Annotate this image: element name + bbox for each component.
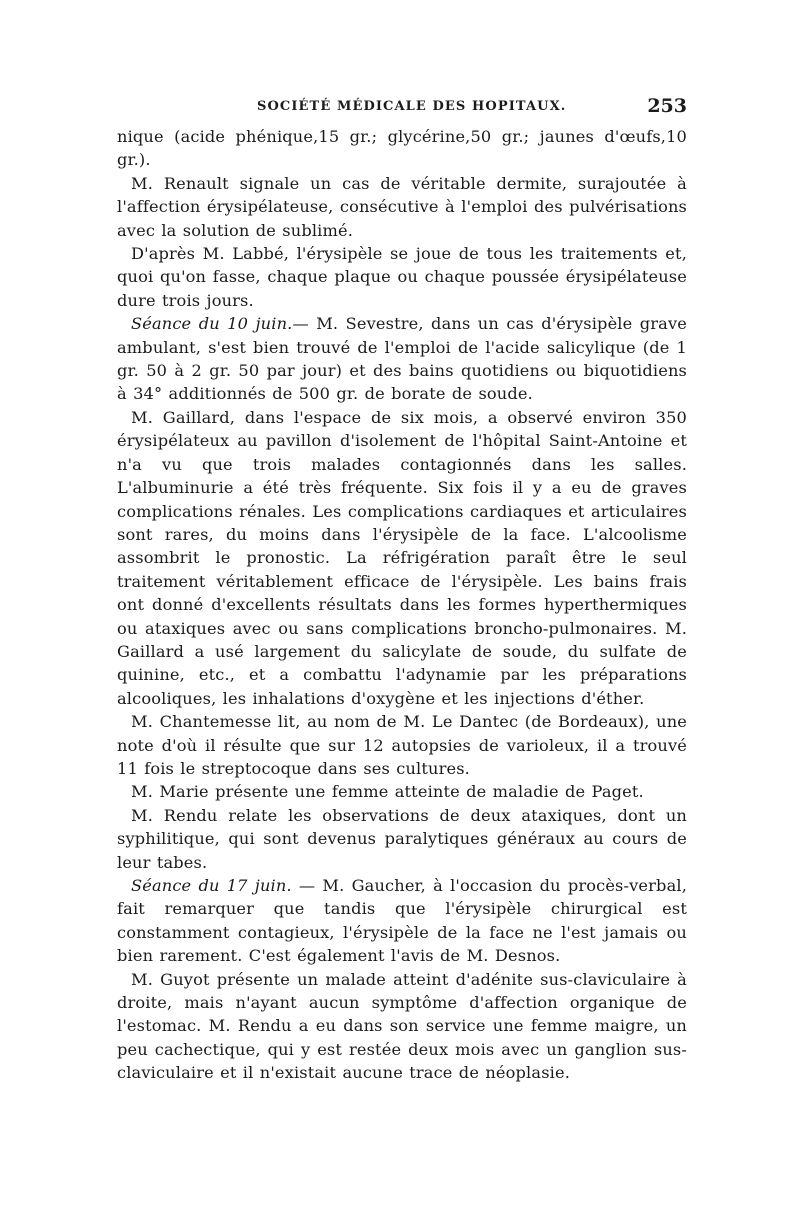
page-body [117,125,687,1085]
paragraph-text: M. Guyot présente un malade atteint d'adénite sus-claviculaire à droite, mais n'ayant aucun symptôme d'affection organique de l'estomac. M. Rendu a eu dans son service une femme maigre, un peu cachectique, qui y est restée deux mois avec un ganglion sus-claviculaire et il n'existait aucune trace de néoplasie. [117,969,687,1083]
paragraph-text: — M. Gaucher, à l'occasion du procès-verbal, fait remarquer que tandis que l'érysipèle chirurgical est constamment contagieux, l'érysipèle de la face ne l'est jamais ou bien rarement. C'est également l'avis de M. Desnos. [117,876,687,966]
paragraph-4 [117,312,687,406]
book-page [117,95,687,1085]
paragraph-6 [117,710,687,780]
paragraph-text: M. Marie présente une femme atteinte de maladie de Paget. [131,782,644,802]
paragraph-text: M. Gaillard, dans l'espace de six mois, a observé environ 350 érysipélateux au pavillon d'isolement de l'hôpital Saint-Antoine et n'a vu que trois malades contagionnés dans les salles. L'albuminurie a été très fréquente. Six fois il y a eu de graves complications rénales. Les complications cardiaques et articulaires sont rares, du moins dans l'érysipèle de la face. L'alcoolisme assombrit le pronostic. La réfrigération paraît être le seul traitement véritablement efficace de l'érysipèle. Les bains frais ont donné d'excellents résultats dans les formes hyperthermiques ou ataxiques avec ou sans complications broncho-pulmonaires. M. Gaillard a usé largement du salicylate de soude, du sulfate de quinine, etc., et a combattu l'adynamie par les préparations alcooliques, les inhalations d'oxygène et les injections d'éther. [117,407,687,708]
paragraph-text: M. Rendu relate les observations de deux ataxiques, dont un syphilitique, qui sont devenus paralytiques généraux au cours de leur tabes. [117,805,687,872]
paragraph-1 [117,125,687,172]
session-date: Séance du 10 juin. [131,314,293,334]
paragraph-2 [117,172,687,242]
paragraph-text: D'après M. Labbé, l'érysipèle se joue de tous les traitements et, quoi qu'on fasse, chaque plaque ou chaque poussée érysipélateuse dure trois jours. [117,244,687,310]
paragraph-10 [117,968,687,1085]
paragraph-9 [117,874,687,968]
paragraph-text: M. Chantemesse lit, au nom de M. Le Dantec (de Bordeaux), une note d'où il résulte que sur 12 autopsies de varioleux, il a trouvé 11 fois le streptocoque dans ses cultures. [117,712,687,778]
session-date: Séance du 17 juin. [131,876,292,895]
paragraph-3 [117,242,687,312]
paragraph-8 [117,804,687,874]
paragraph-text: nique (acide phénique,15 gr.; glycérine,50 gr.; jaunes d'œufs,10 gr.). [117,127,687,170]
running-header [117,95,687,121]
page-number: 253 [647,95,687,117]
paragraph-text: M. Renault signale un cas de véritable dermite, surajoutée à l'affection érysipélateuse, consécutive à l'emploi des pulvérisations avec la solution de sublimé. [117,173,687,240]
paragraph-text: — M. Sevestre, dans un cas d'érysipèle grave ambulant, s'est bien trouvé de l'emploi de l'acide salicylique (de 1 gr. 50 à 2 gr. 50 par jour) et des bains quotidiens ou biquotidiens à 34° additionnés de 500 gr. de borate de soude. [117,314,687,404]
running-title: SOCIÉTÉ MÉDICALE DES HOPITAUX. [257,99,567,114]
paragraph-5 [117,406,687,710]
paragraph-7 [117,780,687,803]
